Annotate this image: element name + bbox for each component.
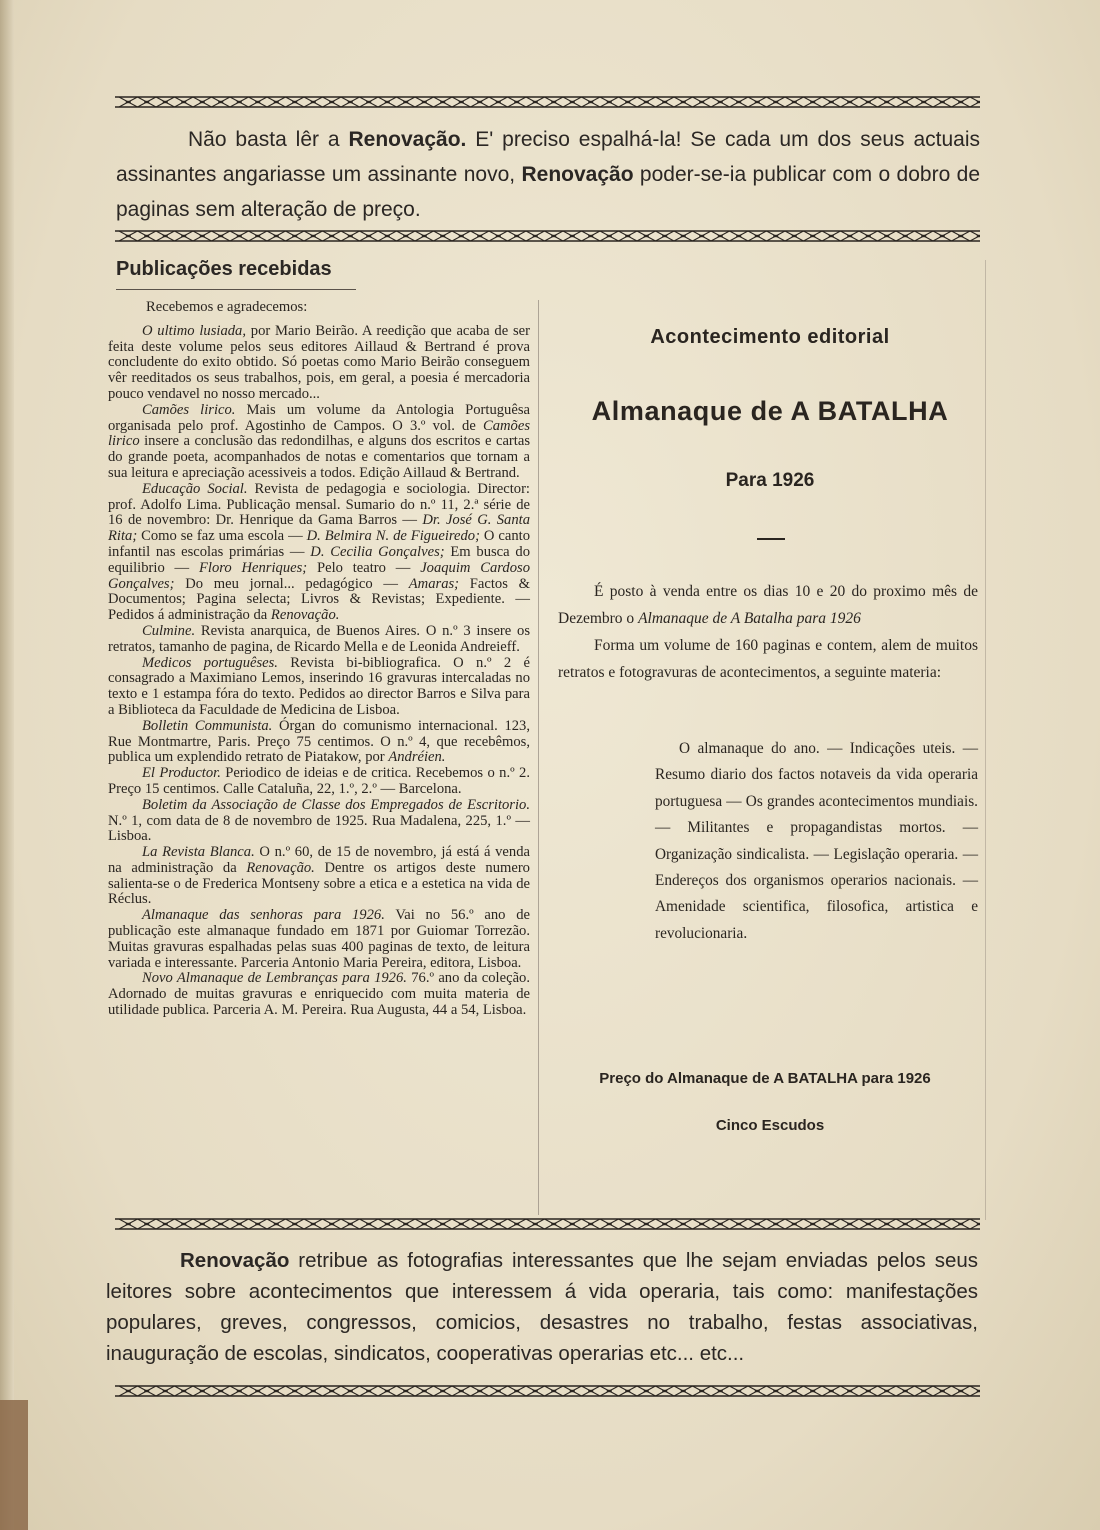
publication-entry — [108, 656, 530, 719]
entry-text: Vai no 56.º ano de publicação este almanaque fundado em 1871 por Guiomar Torrezão. Muitas gravuras espalhadas pelas suas 400 paginas de texto, de leitura variada e interessante. Parceria Antonio Maria Pereira, editora, Lisboa. — [108, 907, 531, 971]
entry-text: insere a conclusão das redondilhas, e alguns dos escritos e cartas do grande poeta, acompanhados de notas e comentarios que tornam a sua leitura e apreciação acessiveis a todos. Edição Aillaud & Bertrand. — [108, 433, 530, 481]
section-heading: Publicações recebidas — [116, 258, 332, 280]
entry-title: El Productor. — [142, 765, 221, 782]
ad-price-value: Cinco Escudos — [715, 1117, 825, 1134]
entry-author: D. Cecilia Gonçalves; — [310, 543, 445, 560]
entry-author: Floro Henriques; — [198, 559, 308, 576]
ad-contents-list — [655, 736, 978, 947]
journal-name: Renovação — [180, 1249, 290, 1272]
appeal-text: Não basta lêr a — [188, 128, 349, 151]
entry-text: Em busca do equilibrio — — [108, 543, 530, 576]
ad-text: É posto à venda entre os dias 10 e 20 do proximo mês de Dezembro o — [558, 583, 978, 627]
entry-text: Revista anarquica, de Buenos Aires. O n.º 3 insere os retratos, tamanho de pagina, de Ricardo Mella e de Leonida Andreieff. — [108, 622, 530, 655]
entry-title: Almanaque das senhoras para 1926. — [142, 907, 385, 924]
entry-text: Do meu jornal... pedagógico — — [174, 575, 409, 592]
intro-line: Recebemos e agradecemos: — [146, 299, 308, 315]
ornamental-border-top — [115, 96, 980, 108]
entry-text: O n.º 60, de 15 de novembro, já está á venda na administração da — [108, 844, 530, 876]
entry-title: Boletim da Associação de Classe dos Empregados de Escritorio. — [142, 796, 530, 813]
publication-entry — [108, 324, 530, 403]
margin-rule — [985, 260, 986, 1220]
publication-entry — [108, 719, 530, 766]
entry-text: Factos & Documentos; Pagina selecta; Livros & Revistas; Expediente. — Pedidos á administração da — [108, 575, 530, 624]
entry-title: Novo Almanaque de Lembranças para 1926. — [142, 970, 407, 987]
entry-text: O canto infantil nas escolas primárias — — [108, 528, 530, 560]
entry-text: Órgan do comunismo internacional. 123, Rue Montmartre, Paris. Preço 75 centimos. O n.º 4, que recebêmos, publica um explendido retrato de Piatakow, por — [108, 717, 530, 766]
entry-text: Periodico de ideias e de critica. Recebemos o n.º 2. Preço 15 centimos. Calle Cataluña, 22, 1.º, 2.º — Barcelona. — [108, 765, 530, 797]
ornamental-border-lower — [115, 1218, 980, 1230]
appeal-text: retribue as fotografias interessantes que lhe sejam enviadas pelos seus leitores sobre acontecimentos que interessem á vida operaria, tais como: manifestações populares, greves, congressos, comicios, desastres no trabalho, festas associativas, inauguração de escolas, sindicatos, cooperativas operarias etc... etc... — [106, 1249, 978, 1365]
entry-text: Mais um volume da Antologia Portuguêsa organisada pelo prof. Agostinho de Campos. O 3.º vol. de — [108, 401, 530, 434]
journal-name: Renovação. — [348, 128, 467, 151]
publication-entry — [108, 403, 530, 482]
entry-title: Renovação. — [270, 607, 340, 624]
appeal-text: poder-se-ia publicar com o dobro de paginas sem alteração de preço. — [116, 163, 980, 221]
entry-title: Renovação. — [246, 859, 315, 876]
entry-text: Revista bi-bibliografica. O n.º 2 é consagrado a Maximiano Lemos, inserindo 16 gravuras intercaladas no texto e 1 estampa fóra do texto. Pedidos ao director Barros e Silva para a Biblioteca da Faculdade de Medicina de Lisboa. — [108, 654, 530, 718]
entry-author: Joaquim Cardoso Gonçalves; — [108, 559, 530, 592]
publication-entry — [108, 766, 530, 798]
ad-kicker: Acontecimento editorial — [650, 326, 890, 348]
publication-entry — [108, 798, 530, 845]
entry-title: Bolletin Communista. — [142, 717, 273, 734]
publication-entry — [108, 971, 530, 1018]
ornamental-border-upper — [115, 230, 980, 242]
entry-title: Camões lirico — [108, 417, 530, 450]
publication-entry — [108, 845, 530, 908]
journal-name: Renovação — [521, 163, 634, 186]
ad-book-title: Almanaque de A Batalha para 1926 — [638, 610, 861, 627]
photo-appeal — [106, 1245, 978, 1369]
ad-title: Almanaque de A BATALHA — [591, 396, 949, 426]
entry-text: Revista de pedagogia e sociologia. Director: prof. Adolfo Lima. Publicação mensal. Sumario do n.º 11, 2.ª série de 16 de novembro: Dr. Henrique da Gama Barros — — [108, 480, 530, 529]
publications-column — [108, 300, 530, 1019]
entry-text: Pelo teatro — — [307, 559, 421, 576]
column-divider — [538, 300, 539, 1215]
entry-text: por Mario Beirão. A reedição que acaba de ser feita deste volume pelos seus editores Aillaud & Bertrand é prova concludente do exito obtido. Só poetas como Mario Beirão conseguem vêr reeditados os seus trabalhos, pois, em geral, a poesia é mercadoria pouco vendavel no nosso mercado... — [108, 322, 530, 402]
ad-price-label: Preço do Almanaque de A BATALHA para 1926 — [599, 1070, 931, 1087]
entry-text: N.º 1, com data de 8 de novembro de 1925. Rua Madalena, 225, 1.º — Lisboa. — [108, 812, 530, 845]
ornamental-border-bottom — [115, 1385, 980, 1397]
entry-title: Educação Social. — [142, 480, 248, 497]
ad-divider — [757, 538, 785, 540]
entry-author: Andréien. — [388, 749, 446, 766]
entry-title: O ultimo lusiada, — [142, 322, 246, 339]
ad-contents-text: O almanaque do ano. — Indicações uteis. — Resumo diario dos factos notaveis da vida operaria portuguesa — Os grandes acontecimentos mundiais. — Militantes e propagandistas mortos. — Organização sindicalista. — Legislação operaria. — Endereços dos organismos operarios nacionais. — Amenidade scientifica, filosofica, artistica e revolucionaria. — [655, 740, 978, 942]
entry-title: Culmine. — [142, 622, 196, 639]
subscription-appeal — [116, 122, 980, 227]
entry-title: Medicos portuguêses. — [142, 654, 278, 671]
entry-title: La Revista Blanca. — [142, 844, 255, 861]
entry-text: 76.º ano da coleção. Adornado de muitas gravuras e enriquecido com muita materia de utilidade publica. Parceria A. M. Pereira. Rua Augusta, 44 a 54, Lisboa. — [108, 970, 530, 1019]
publication-entry — [108, 624, 530, 656]
torn-corner — [0, 1400, 28, 1530]
ad-paragraph — [558, 578, 978, 632]
entry-author: Amaras; — [408, 575, 460, 592]
publication-entry — [108, 482, 530, 624]
publication-entry — [108, 908, 530, 971]
page-edge — [0, 0, 14, 1530]
entry-text: Como se faz uma escola — — [137, 528, 307, 545]
entry-author: Dr. José G. Santa Rita; — [108, 512, 530, 545]
entry-title: Camões lirico. — [142, 401, 236, 418]
ad-year: Para 1926 — [725, 470, 815, 491]
ad-paragraph: Forma um volume de 160 paginas e contem, alem de muitos retratos e fotogravuras de acontecimentos, a seguinte materia: — [558, 637, 978, 681]
entry-author: D. Belmira N. de Figueiredo; — [306, 528, 480, 545]
appeal-text: E' preciso espalhá-la! Se cada um dos seus actuais assinantes angariasse um assinante novo, — [116, 128, 980, 186]
entry-text: Dentre os artigos deste numero salienta-se o de Frederica Montseny sobre a etica e a estetica na vida de Réclus. — [108, 859, 530, 908]
heading-rule — [116, 289, 356, 290]
ad-body — [558, 578, 978, 686]
